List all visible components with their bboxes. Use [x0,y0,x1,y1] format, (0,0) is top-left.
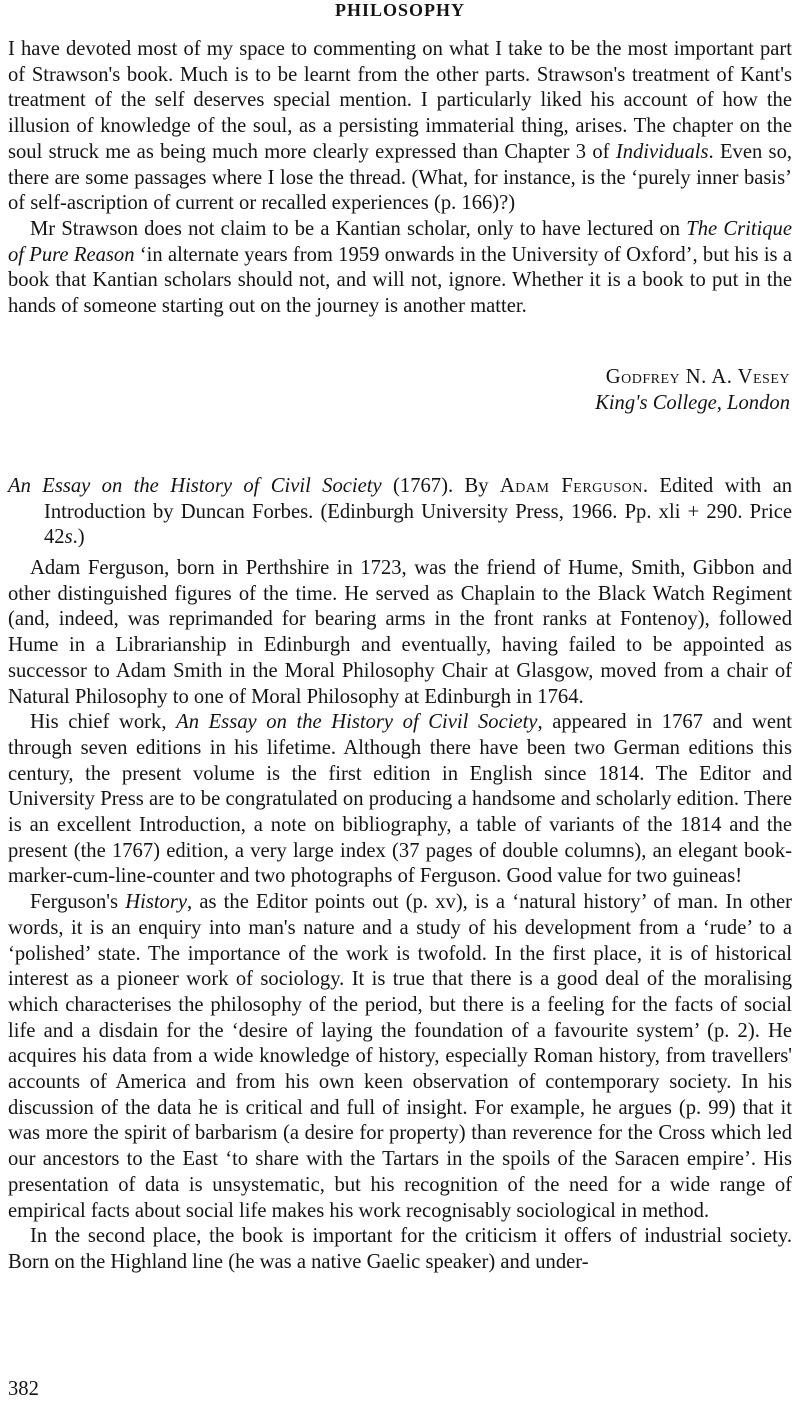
paragraph: Mr Strawson does not claim to be a Kantian scholar, only to have lectured on The Critique of Pure Reason ‘in alternate years from 1959 onwards in the University of Oxford’, but his is a book that Kantian scholars should not, and will not, ignore. Whether it is a book to put in the hands of someone starting out on the journey is another matter. [8,217,793,318]
book-title: Individuals [615,140,709,163]
review-heading: An Essay on the History of Civil Society (1767). By Adam Ferguson. Edited with an Introduction by Duncan Forbes. (Edinburgh University Press, 1966. Pp. xli + 290. Price 42s.) [8,475,793,549]
book-title: An Essay on the History of Civil Society [176,711,538,734]
paragraph: His chief work, An Essay on the History of Civil Society, appeared in 1767 and went through seven editions in his lifetime. Although there have been two German editions this century, the present volume is the first edition in English since 1814. The Editor and University Press are to be congratulated on producing a handsome and scholarly edition. There is an excellent Introduction, a note on bibliography, a table of variants of the 1814 and the present (the 1767) edition, a very large index (37 pages of double columns), an elegant book-marker-cum-line-counter and two photographs of Ferguson. Good value for two guineas! [8,711,792,888]
book-author: Adam Ferguson [499,475,643,497]
reviewer-name: Godfrey N. A. Vesey [605,366,790,388]
paragraph: Ferguson's History, as the Editor points out (p. xv), is a ‘natural history’ of man. In other words, it is an enquiry into man's nature and a study of his development from a ‘rude’ to a ‘polished’ state. The importance of the work is twofold. In the first place, it is of historical interest as a pioneer work of sociology. It is true that there is a good deal of the moralising which characterises the philosophy of the period, but there is a feeling for the facts of social life and a disdain for the ‘desire of laying the foundation of a favourite system’ (p. 2). He acquires his data from a wide knowledge of history, especially Roman history, from travellers' accounts of America and from his own keen observation of contemporary society. In his discussion of the data he is critical and full of insight. For example, he argues (p. 99) that it was more the spirit of barbarism (a desire for property) than reverence for the Cross which led our ancestors to the East ‘to share with the Tartars in the spoils of the Saracen empire’. His presentation of data is unsystematic, but his recognition of the need for a wide range of empirical facts about social life makes his work recognisably sociological in method. [8,891,793,1222]
book-title: An Essay on the History of Civil Society [8,475,382,497]
review-ferguson-body [8,556,792,1276]
running-head: PHILOSOPHY [334,0,465,20]
reviewer-affiliation: King's College, London [595,391,790,414]
paragraph: Adam Ferguson, born in Perthshire in 1723, was the friend of Hume, Smith, Gibbon and other distinguished figures of the time. He served as Chaplain to the Black Watch Regiment (and, indeed, was reprimanded for bearing arms in the front ranks at Fontenoy), followed Hume in a Librarianship in Edinburgh and eventually, having failed to be appointed as successor to Adam Smith in the Moral Philosophy Chair at Glasgow, moved from a chair of Natural Philosophy to one of Moral Philosophy at Edinburgh in 1764. [8,557,792,708]
page-number: 382 [8,1378,39,1400]
book-title: The Critique of Pure Reason [8,217,792,266]
paragraph: In the second place, the book is important for the criticism it offers of industrial society. Born on the Highland line (he was a native Gaelic speaker) and under- [8,1225,792,1273]
paragraph: I have devoted most of my space to commenting on what I take to be the most important part of Strawson's book. Much is to be learnt from the other parts. Strawson's treatment of Kant's treatment of the self deserves special mention. I particularly liked his account of how the illusion of knowledge of the soul, as a persisting immaterial thing, arises. The chapter on the soul struck me as being much more clearly expressed than Chapter 3 of Individuals. Even so, there are some passages where I lose the thread. (What, for instance, is the ‘purely inner basis’ of self-ascription of current or recalled experiences (p. 166)?) [8,38,793,215]
reviewer-signature [595,365,790,416]
book-title: History [125,891,187,914]
review-strawson-conclusion [8,37,792,320]
